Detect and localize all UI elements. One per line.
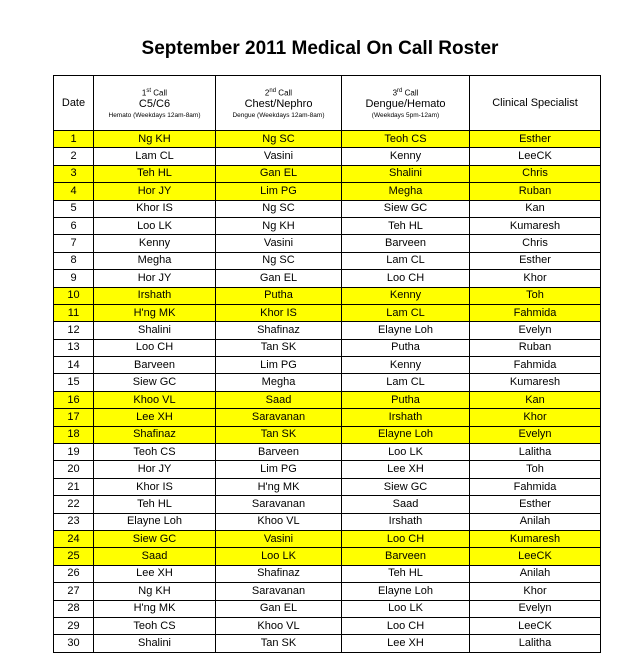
cell-first-call: Teoh CS (94, 617, 216, 634)
cell-second-call: Gan EL (216, 165, 342, 182)
cell-first-call: Loo CH (94, 339, 216, 356)
cell-clinical-specialist: Esther (470, 252, 601, 269)
cell-clinical-specialist: Fahmida (470, 357, 601, 374)
cell-third-call: Kenny (342, 287, 470, 304)
cell-second-call: Saad (216, 391, 342, 408)
header-third-call-note: (Weekdays 5pm-12am) (371, 112, 440, 120)
cell-clinical-specialist: Anilah (470, 513, 601, 530)
cell-date: 13 (54, 339, 94, 356)
cell-first-call: Hor JY (94, 183, 216, 200)
cell-date: 11 (54, 304, 94, 321)
cell-third-call: Lam CL (342, 304, 470, 321)
cell-clinical-specialist: Kumaresh (470, 374, 601, 391)
header-third-call: 3rd Call Dengue/Hemato (Weekdays 5pm-12am) (342, 76, 470, 131)
cell-first-call: Barveen (94, 357, 216, 374)
cell-third-call: Lee XH (342, 461, 470, 478)
header-clinical-specialist: Clinical Specialist (470, 76, 601, 131)
cell-third-call: Siew GC (342, 200, 470, 217)
cell-first-call: Teoh CS (94, 444, 216, 461)
cell-first-call: H'ng MK (94, 304, 216, 321)
cell-second-call: Loo LK (216, 548, 342, 565)
cell-first-call: Khor IS (94, 478, 216, 495)
header-third-call-team: Dengue/Hemato (365, 98, 446, 111)
cell-third-call: Megha (342, 183, 470, 200)
cell-second-call: Megha (216, 374, 342, 391)
table-row (54, 426, 601, 443)
cell-date: 28 (54, 600, 94, 617)
cell-first-call: Ng KH (94, 583, 216, 600)
header-first-call-note: Hemato (Weekdays 12am-8am) (108, 112, 201, 120)
cell-date: 22 (54, 496, 94, 513)
cell-first-call: Siew GC (94, 530, 216, 547)
cell-first-call: Irshath (94, 287, 216, 304)
header-second-call: 2nd Call Chest/Nephro Dengue (Weekdays 12am-8am) (216, 76, 342, 131)
cell-date: 9 (54, 270, 94, 287)
cell-second-call: Ng SC (216, 200, 342, 217)
cell-first-call: Lam CL (94, 148, 216, 165)
table-row (54, 478, 601, 495)
cell-date: 14 (54, 357, 94, 374)
cell-clinical-specialist: LeeCK (470, 148, 601, 165)
cell-third-call: Shalini (342, 165, 470, 182)
table-row (54, 530, 601, 547)
cell-second-call: Tan SK (216, 339, 342, 356)
cell-second-call: Ng SC (216, 131, 342, 148)
cell-third-call: Teh HL (342, 565, 470, 582)
cell-third-call: Elayne Loh (342, 322, 470, 339)
cell-first-call: Lee XH (94, 409, 216, 426)
cell-clinical-specialist: Evelyn (470, 600, 601, 617)
cell-date: 25 (54, 548, 94, 565)
table-row (54, 339, 601, 356)
cell-second-call: Vasini (216, 530, 342, 547)
cell-second-call: Saravanan (216, 409, 342, 426)
cell-clinical-specialist: Ruban (470, 339, 601, 356)
table-row (54, 235, 601, 252)
cell-second-call: Lim PG (216, 461, 342, 478)
table-row (54, 461, 601, 478)
cell-third-call: Lam CL (342, 374, 470, 391)
cell-first-call: Lee XH (94, 565, 216, 582)
cell-clinical-specialist: LeeCK (470, 548, 601, 565)
cell-date: 16 (54, 391, 94, 408)
cell-clinical-specialist: LeeCK (470, 617, 601, 634)
cell-clinical-specialist: Toh (470, 287, 601, 304)
cell-second-call: Shafinaz (216, 565, 342, 582)
cell-third-call: Loo CH (342, 270, 470, 287)
cell-date: 30 (54, 635, 94, 652)
cell-third-call: Barveen (342, 235, 470, 252)
cell-third-call: Loo CH (342, 617, 470, 634)
cell-clinical-specialist: Kan (470, 391, 601, 408)
cell-third-call: Teh HL (342, 217, 470, 234)
cell-second-call: Saravanan (216, 583, 342, 600)
cell-third-call: Siew GC (342, 478, 470, 495)
roster-table (53, 75, 601, 653)
cell-third-call: Putha (342, 391, 470, 408)
table-row (54, 165, 601, 182)
cell-date: 29 (54, 617, 94, 634)
cell-third-call: Lee XH (342, 635, 470, 652)
cell-second-call: Gan EL (216, 270, 342, 287)
cell-second-call: Vasini (216, 235, 342, 252)
table-row (54, 496, 601, 513)
cell-first-call: H'ng MK (94, 600, 216, 617)
cell-date: 18 (54, 426, 94, 443)
cell-first-call: Teh HL (94, 496, 216, 513)
table-row (54, 565, 601, 582)
cell-date: 5 (54, 200, 94, 217)
cell-clinical-specialist: Anilah (470, 565, 601, 582)
cell-second-call: Khor IS (216, 304, 342, 321)
cell-date: 2 (54, 148, 94, 165)
roster-body (54, 131, 601, 653)
table-row (54, 600, 601, 617)
cell-clinical-specialist: Fahmida (470, 478, 601, 495)
page-title: September 2011 Medical On Call Roster (141, 38, 499, 59)
cell-third-call: Barveen (342, 548, 470, 565)
cell-first-call: Hor JY (94, 461, 216, 478)
cell-third-call: Loo LK (342, 600, 470, 617)
cell-date: 15 (54, 374, 94, 391)
cell-second-call: Gan EL (216, 600, 342, 617)
cell-clinical-specialist: Chris (470, 165, 601, 182)
cell-second-call: Putha (216, 287, 342, 304)
table-row (54, 635, 601, 652)
cell-second-call: Barveen (216, 444, 342, 461)
cell-second-call: Khoo VL (216, 513, 342, 530)
cell-second-call: Ng SC (216, 252, 342, 269)
cell-third-call: Lam CL (342, 252, 470, 269)
header-second-call-note: Dengue (Weekdays 12am-8am) (232, 112, 325, 120)
cell-clinical-specialist: Evelyn (470, 322, 601, 339)
cell-date: 24 (54, 530, 94, 547)
cell-first-call: Shafinaz (94, 426, 216, 443)
cell-date: 21 (54, 478, 94, 495)
cell-third-call: Saad (342, 496, 470, 513)
cell-third-call: Kenny (342, 357, 470, 374)
table-row (54, 252, 601, 269)
cell-second-call: Ng KH (216, 217, 342, 234)
cell-clinical-specialist: Evelyn (470, 426, 601, 443)
cell-third-call: Elayne Loh (342, 426, 470, 443)
cell-first-call: Khor IS (94, 200, 216, 217)
cell-first-call: Saad (94, 548, 216, 565)
table-row (54, 131, 601, 148)
cell-clinical-specialist: Chris (470, 235, 601, 252)
cell-clinical-specialist: Khor (470, 583, 601, 600)
table-row (54, 304, 601, 321)
cell-date: 26 (54, 565, 94, 582)
roster-header (54, 76, 601, 131)
cell-date: 12 (54, 322, 94, 339)
cell-date: 1 (54, 131, 94, 148)
cell-second-call: Khoo VL (216, 617, 342, 634)
cell-clinical-specialist: Lalitha (470, 635, 601, 652)
table-row (54, 357, 601, 374)
table-row (54, 548, 601, 565)
cell-clinical-specialist: Kumaresh (470, 530, 601, 547)
cell-first-call: Teh HL (94, 165, 216, 182)
cell-first-call: Ng KH (94, 131, 216, 148)
cell-date: 23 (54, 513, 94, 530)
cell-first-call: Hor JY (94, 270, 216, 287)
cell-date: 8 (54, 252, 94, 269)
cell-third-call: Putha (342, 339, 470, 356)
table-row (54, 322, 601, 339)
cell-second-call: Tan SK (216, 426, 342, 443)
cell-date: 27 (54, 583, 94, 600)
table-row (54, 409, 601, 426)
cell-clinical-specialist: Ruban (470, 183, 601, 200)
cell-first-call: Loo LK (94, 217, 216, 234)
cell-clinical-specialist: Esther (470, 496, 601, 513)
table-row (54, 148, 601, 165)
cell-second-call: Saravanan (216, 496, 342, 513)
cell-first-call: Shalini (94, 635, 216, 652)
header-first-call-team: C5/C6 (138, 98, 171, 111)
cell-clinical-specialist: Khor (470, 409, 601, 426)
cell-date: 6 (54, 217, 94, 234)
cell-first-call: Elayne Loh (94, 513, 216, 530)
header-first-call: 1st Call C5/C6 Hemato (Weekdays 12am-8am) (94, 76, 216, 131)
cell-second-call: Lim PG (216, 357, 342, 374)
cell-date: 7 (54, 235, 94, 252)
cell-first-call: Siew GC (94, 374, 216, 391)
cell-clinical-specialist: Kumaresh (470, 217, 601, 234)
cell-second-call: H'ng MK (216, 478, 342, 495)
cell-clinical-specialist: Esther (470, 131, 601, 148)
cell-clinical-specialist: Kan (470, 200, 601, 217)
cell-clinical-specialist: Lalitha (470, 444, 601, 461)
cell-clinical-specialist: Fahmida (470, 304, 601, 321)
table-row (54, 444, 601, 461)
table-row (54, 217, 601, 234)
cell-second-call: Vasini (216, 148, 342, 165)
cell-first-call: Megha (94, 252, 216, 269)
table-row (54, 391, 601, 408)
header-second-call-team: Chest/Nephro (244, 98, 313, 111)
cell-third-call: Teoh CS (342, 131, 470, 148)
table-row (54, 617, 601, 634)
cell-date: 17 (54, 409, 94, 426)
header-date: Date (54, 76, 94, 131)
cell-third-call: Loo CH (342, 530, 470, 547)
table-row (54, 270, 601, 287)
cell-clinical-specialist: Khor (470, 270, 601, 287)
cell-date: 10 (54, 287, 94, 304)
cell-date: 3 (54, 165, 94, 182)
cell-third-call: Irshath (342, 513, 470, 530)
cell-first-call: Khoo VL (94, 391, 216, 408)
table-row (54, 200, 601, 217)
cell-second-call: Shafinaz (216, 322, 342, 339)
cell-clinical-specialist: Toh (470, 461, 601, 478)
table-row (54, 287, 601, 304)
cell-first-call: Kenny (94, 235, 216, 252)
cell-third-call: Kenny (342, 148, 470, 165)
table-row (54, 583, 601, 600)
table-row (54, 374, 601, 391)
cell-date: 20 (54, 461, 94, 478)
table-row (54, 513, 601, 530)
cell-date: 4 (54, 183, 94, 200)
cell-second-call: Tan SK (216, 635, 342, 652)
cell-third-call: Loo LK (342, 444, 470, 461)
cell-third-call: Irshath (342, 409, 470, 426)
cell-third-call: Elayne Loh (342, 583, 470, 600)
cell-first-call: Shalini (94, 322, 216, 339)
cell-date: 19 (54, 444, 94, 461)
cell-second-call: Lim PG (216, 183, 342, 200)
table-row (54, 183, 601, 200)
